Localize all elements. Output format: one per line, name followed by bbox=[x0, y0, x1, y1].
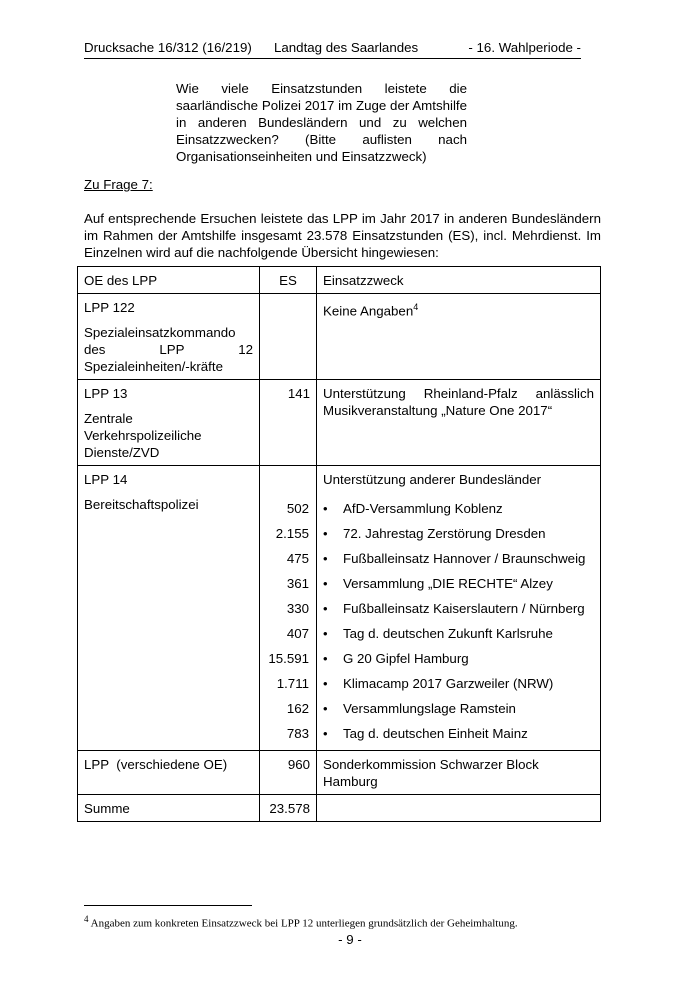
answer-paragraph: Auf entsprechende Ersuchen leistete das LPP im Jahr 2017 in anderen Bundesländern im Rahmen der Amtshilfe insgesamt 23.578 Einsatzstunden (ES), incl. Mehrdienst. Im Einzelnen wird auf die nachfolgende Übersicht hingewiesen: bbox=[84, 211, 601, 260]
header-wahlperiode: - 16. Wahlperiode - bbox=[468, 40, 581, 55]
zweck-text: Keine Angaben bbox=[323, 303, 414, 319]
table-row bbox=[78, 466, 601, 751]
list-item bbox=[323, 721, 594, 746]
oe-cell bbox=[78, 380, 260, 466]
es-value: 361 bbox=[286, 576, 309, 591]
list-item-label: Fußballeinsatz Hannover / Braunschweig bbox=[343, 551, 586, 566]
footnote-number: 4 bbox=[84, 914, 89, 924]
zweck-list bbox=[323, 496, 594, 746]
es-cell: 141 bbox=[260, 380, 317, 466]
bullet-icon: • bbox=[323, 576, 328, 591]
table-header-row bbox=[78, 267, 601, 294]
header-es: ES bbox=[260, 267, 317, 294]
bullet-icon: • bbox=[323, 526, 328, 541]
page-header bbox=[84, 40, 581, 59]
list-item bbox=[323, 521, 594, 546]
es-value: 475 bbox=[286, 551, 309, 566]
bullet-icon: • bbox=[323, 726, 328, 741]
oe-description: Spezialeinsatzkommando des LPP 12 Spezialeinheiten/-kräfte bbox=[84, 325, 253, 374]
list-item bbox=[323, 671, 594, 696]
es-value: 502 bbox=[286, 501, 309, 516]
list-item bbox=[323, 696, 594, 721]
list-item bbox=[323, 571, 594, 596]
oe-cell: LPP (verschiedene OE) bbox=[78, 751, 260, 795]
bullet-icon: • bbox=[323, 626, 328, 641]
es-cell bbox=[260, 466, 317, 751]
es-cell: 960 bbox=[260, 751, 317, 795]
bullet-icon: • bbox=[323, 701, 328, 716]
list-item bbox=[323, 621, 594, 646]
einsatz-table bbox=[77, 266, 601, 822]
header-zweck: Einsatzzweck bbox=[317, 267, 601, 294]
list-item-label: Versammlungslage Ramstein bbox=[343, 701, 516, 716]
list-item-label: Fußballeinsatz Kaiserslautern / Nürnberg bbox=[343, 601, 585, 616]
footnote-text: Angaben zum konkreten Einsatzzweck bei LPP 12 unterliegen grundsätzlich der Geheimhaltung. bbox=[90, 917, 518, 930]
zweck-cell: Sonderkommission Schwarzer Block Hamburg bbox=[317, 751, 601, 795]
oe-name: LPP 122 bbox=[84, 300, 135, 315]
es-value: 783 bbox=[286, 726, 309, 741]
es-cell bbox=[260, 294, 317, 380]
es-value: 2.155 bbox=[275, 526, 309, 541]
es-value: 15.591 bbox=[268, 651, 309, 666]
list-item-label: AfD-Versammlung Koblenz bbox=[343, 501, 503, 516]
zweck-heading: Unterstützung anderer Bundesländer bbox=[323, 472, 542, 487]
list-item-label: 72. Jahrestag Zerstörung Dresden bbox=[343, 526, 546, 541]
list-item bbox=[323, 646, 594, 671]
oe-cell bbox=[78, 466, 260, 751]
zweck-cell bbox=[317, 294, 601, 380]
zu-frage-heading: Zu Frage 7: bbox=[84, 177, 153, 192]
oe-cell: Summe bbox=[78, 795, 260, 822]
oe-description: Bereitschaftspolizei bbox=[84, 497, 199, 512]
zweck-cell: Unterstützung Rheinland-Pfalz anlässlich Musikveranstaltung „Nature One 2017“ bbox=[317, 380, 601, 466]
footnote bbox=[84, 914, 518, 930]
header-landtag: Landtag des Saarlandes bbox=[274, 40, 419, 55]
oe-description: Zentrale Verkehrspolizeiliche Dienste/ZVD bbox=[84, 411, 202, 460]
header-oe: OE des LPP bbox=[78, 267, 260, 294]
list-item-label: G 20 Gipfel Hamburg bbox=[343, 651, 469, 666]
footnote-divider bbox=[84, 905, 252, 906]
es-list bbox=[266, 496, 316, 746]
list-item-label: Klimacamp 2017 Garzweiler (NRW) bbox=[343, 676, 554, 691]
list-item bbox=[323, 496, 594, 521]
bullet-icon: • bbox=[323, 501, 328, 516]
footnote-ref[interactable]: 4 bbox=[413, 302, 419, 312]
list-item bbox=[323, 596, 594, 621]
bullet-icon: • bbox=[323, 651, 328, 666]
bullet-icon: • bbox=[323, 551, 328, 566]
page-number: - 9 - bbox=[338, 932, 362, 947]
es-value: 330 bbox=[286, 601, 309, 616]
table-row bbox=[78, 294, 601, 380]
list-item-label: Versammlung „DIE RECHTE“ Alzey bbox=[343, 576, 553, 591]
zweck-cell bbox=[317, 466, 601, 751]
oe-name: LPP 13 bbox=[84, 386, 128, 401]
list-item-label: Tag d. deutschen Zukunft Karlsruhe bbox=[343, 626, 553, 641]
zweck-cell bbox=[317, 795, 601, 822]
table-row bbox=[78, 751, 601, 795]
es-value: 407 bbox=[286, 626, 309, 641]
bullet-icon: • bbox=[323, 676, 328, 691]
header-drucksache: Drucksache 16/312 (16/219) bbox=[84, 40, 252, 55]
es-value: 1.711 bbox=[276, 676, 309, 691]
oe-name: LPP 14 bbox=[84, 472, 128, 487]
list-item bbox=[323, 546, 594, 571]
table-row bbox=[78, 380, 601, 466]
es-total-cell: 23.578 bbox=[260, 795, 317, 822]
list-item-label: Tag d. deutschen Einheit Mainz bbox=[343, 726, 528, 741]
oe-cell bbox=[78, 294, 260, 380]
es-value: 162 bbox=[286, 701, 309, 716]
bullet-icon: • bbox=[323, 601, 328, 616]
question-text: Wie viele Einsatzstunden leistete die saarländische Polizei 2017 im Zuge der Amtshilfe in anderen Bundesländern und zu welchen Einsatzzwecken? (Bitte auflisten nach Organisationseinheiten und Einsatzzweck) bbox=[176, 81, 467, 164]
table-row-summe bbox=[78, 795, 601, 822]
